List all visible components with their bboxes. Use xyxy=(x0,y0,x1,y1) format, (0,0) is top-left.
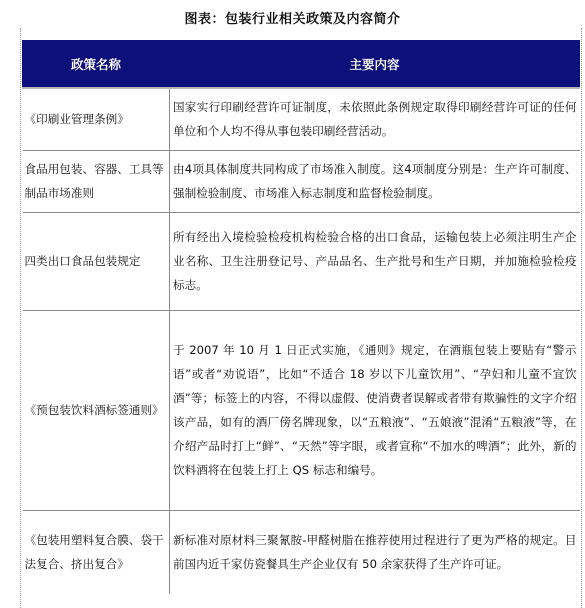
right-guide-line xyxy=(581,28,582,608)
table-header-row xyxy=(23,41,580,89)
table-row xyxy=(23,510,580,594)
header-main-content: 主要内容 xyxy=(170,41,580,89)
policy-name-cell: 《预包装饮料酒标签通则》 xyxy=(23,310,170,510)
table-row xyxy=(23,88,580,150)
left-guide-line xyxy=(20,28,21,608)
policy-name-cell: 四类出口食品包装规定 xyxy=(23,212,170,310)
policy-content-cell: 新标准对原材料三聚氰胺-甲醛树脂在推荐使用过程进行了更为严格的规定。目前国内近千家仿瓷餐具生产企业仅有 50 余家获得了生产许可证。 xyxy=(173,533,577,572)
header-policy-name: 政策名称 xyxy=(23,41,170,89)
policy-table xyxy=(22,40,580,594)
policy-content-cell: 所有经出入境检验检疫机构检验合格的出口食品，运输包装上必须注明生产企业名称、卫生注册登记号、产品品名、生产批号和生产日期，并加施检验检疫标志。 xyxy=(170,212,580,310)
policy-content-cell: 于 2007 年 10 月 1 日正式实施，《通则》规定，在酒瓶包装上要贴有“警示语”或者“劝说语”，比如“不适合 18 岁以下儿童饮用”、“孕妇和儿童不宜饮酒”等；标签上的内容，不得以虚假、使消费者误解或者带有欺骗性的文字介绍该产品，如有的酒厂傍名牌现象，以“五粮液”、“五娘液”混淆“五粮液”等，在介绍产品时打上“鲜”、“天然”等字眼，或者宣称“不加水的啤酒”；此外，新的饮料酒将在包装上打上 QS 标志和编号。 xyxy=(170,310,580,510)
policy-content-cell: 由4项具体制度共同构成了市场准入制度。这4项制度分别是：生产许可制度、强制检验制度、市场准入标志制度和监督检验制度。 xyxy=(170,150,580,212)
table-row xyxy=(23,310,580,510)
table-row xyxy=(23,212,580,310)
page-title: 图表：包装行业相关政策及内容简介 xyxy=(184,12,401,27)
policy-name-cell: 《包装用塑料复合膜、袋干法复合、挤出复合》 xyxy=(23,510,170,594)
policy-content-cell: 国家实行印刷经营许可证制度，未依照此条例规定取得印刷经营许可证的任何单位和个人均不得从事包装印刷经营活动。 xyxy=(170,88,580,150)
table-row xyxy=(23,150,580,212)
policy-name-cell: 《印刷业管理条例》 xyxy=(23,88,170,150)
policy-name-cell: 食品用包装、容器、工具等制品市场准则 xyxy=(23,150,170,212)
